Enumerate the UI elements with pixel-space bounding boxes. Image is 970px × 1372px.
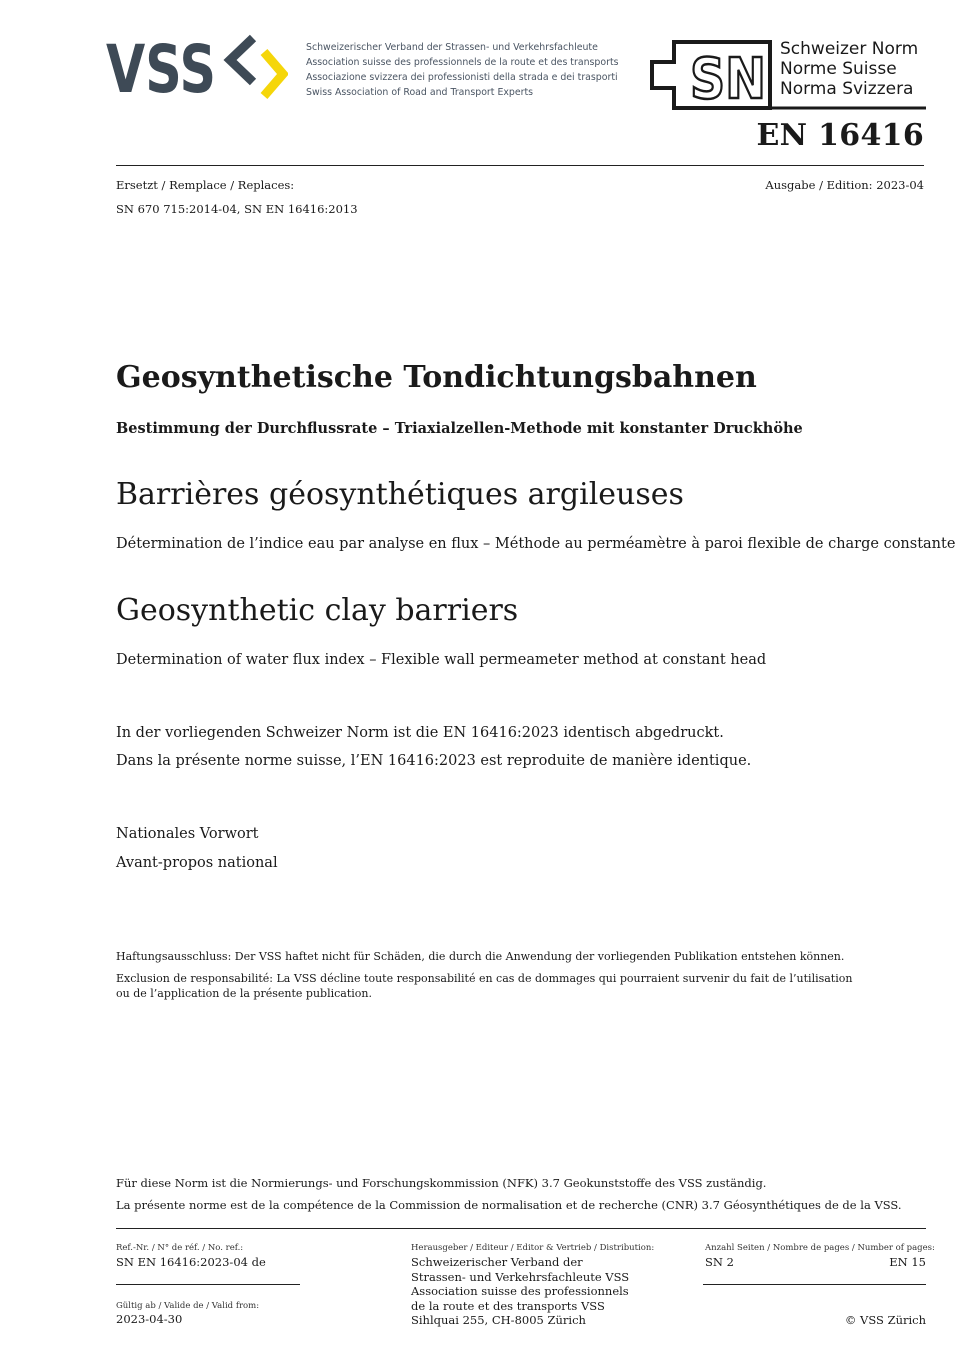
copyright: © VSS Zürich <box>844 1313 926 1327</box>
assoc-line-it: Associazione svizzera dei professionisti della strada e dei trasporti <box>306 72 618 83</box>
ref-divider <box>116 1284 300 1285</box>
publisher-line: Schweizerischer Verband der <box>411 1255 583 1269</box>
title-english: Geosynthetic clay barriers <box>116 593 519 628</box>
sn-name-it: Norma Svizzera <box>780 79 914 99</box>
subtitle-french: Détermination de l’indice eau par analyse en flux – Méthode au perméamètre à paroi flexible de charge constante <box>116 536 956 552</box>
valid-from-label: Gültig ab / Valide de / Valid from: <box>116 1301 260 1311</box>
valid-from-value: 2023-04-30 <box>116 1312 183 1326</box>
title-german: Geosynthetische Tondichtungsbahnen <box>116 360 757 395</box>
sn-name-fr: Norme Suisse <box>780 59 897 79</box>
competence-german: Für diese Norm ist die Normierungs- und Forschungskommission (NFK) 3.7 Geokunststoffe des VSS zuständig. <box>116 1176 767 1190</box>
edition-date: Ausgabe / Edition: 2023-04 <box>765 178 924 192</box>
header-divider <box>116 165 924 166</box>
sn-logo-text: SN <box>690 47 766 110</box>
sn-norm-names <box>780 39 918 99</box>
assoc-line-en: Swiss Association of Road and Transport Experts <box>306 87 534 98</box>
ref-number-value: SN EN 16416:2023-04 de <box>116 1255 266 1269</box>
identical-note-french: Dans la présente norme suisse, l’EN 16416:2023 est reproduite de manière identique. <box>116 753 752 769</box>
publisher-line: Sihlquai 255, CH-8005 Zürich <box>411 1313 586 1327</box>
assoc-line-fr: Association suisse des professionnels de la route et des transports <box>306 57 619 68</box>
replaces-value: SN 670 715:2014-04, SN EN 16416:2013 <box>116 202 358 216</box>
ref-number-label: Ref.-Nr. / N° de réf. / No. ref.: <box>116 1243 244 1253</box>
replaces-label: Ersetzt / Remplace / Replaces: <box>116 178 295 192</box>
competence-french: La présente norme est de la compétence de la Commission de normalisation et de recherche (CNR) 3.7 Géosynthétiques de de la VSS. <box>116 1198 902 1212</box>
publisher-line: de la route et des transports VSS <box>411 1298 605 1313</box>
footer-divider <box>116 1228 926 1229</box>
subtitle-english: Determination of water flux index – Flexible wall permeameter method at constant head <box>116 652 767 668</box>
publisher-label: Herausgeber / Editeur / Editor & Vertrieb / Distribution: <box>411 1243 655 1253</box>
identical-note-german: In der vorliegenden Schweizer Norm ist die EN 16416:2023 identisch abgedruckt. <box>116 725 724 741</box>
page-count-en: EN 15 <box>889 1255 926 1269</box>
vss-association-names <box>306 40 619 100</box>
publisher-line: Strassen- und Verkehrsfachleute VSS <box>411 1269 630 1284</box>
sn-name-de: Schweizer Norm <box>780 39 919 59</box>
page-count-sn: SN 2 <box>705 1255 734 1269</box>
title-french: Barrières géosynthétiques argileuses <box>116 477 684 512</box>
disclaimer-german: Haftungsausschluss: Der VSS haftet nicht für Schäden, die durch die Anwendung der vorliegenden Publikation entstehen können. <box>116 950 845 963</box>
vss-logo <box>106 34 288 100</box>
national-foreword-french: Avant-propos national <box>116 855 278 871</box>
vss-logo-text: VSS <box>106 34 216 100</box>
pages-divider <box>703 1284 926 1285</box>
page-count-label: Anzahl Seiten / Nombre de pages / Number of pages: <box>705 1243 935 1253</box>
publisher-line: Association suisse des professionnels <box>411 1284 629 1298</box>
disclaimer-french-line-2: ou de l’application de la présente publication. <box>116 987 372 1000</box>
disclaimer-french-line-1: Exclusion de responsabilité: La VSS décline toute responsabilité en cas de dommages qui pourraient survenir du fait de l’utilisation <box>116 972 853 985</box>
publisher-address <box>411 1255 629 1328</box>
assoc-line-de: Schweizerischer Verband der Strassen- und Verkehrsfachleute <box>306 42 598 53</box>
subtitle-german: Bestimmung der Durchflussrate – Triaxialzellen-Methode mit konstanter Druckhöhe <box>116 420 803 437</box>
national-foreword-german: Nationales Vorwort <box>116 826 259 842</box>
standard-number: EN 16416 <box>756 118 924 153</box>
